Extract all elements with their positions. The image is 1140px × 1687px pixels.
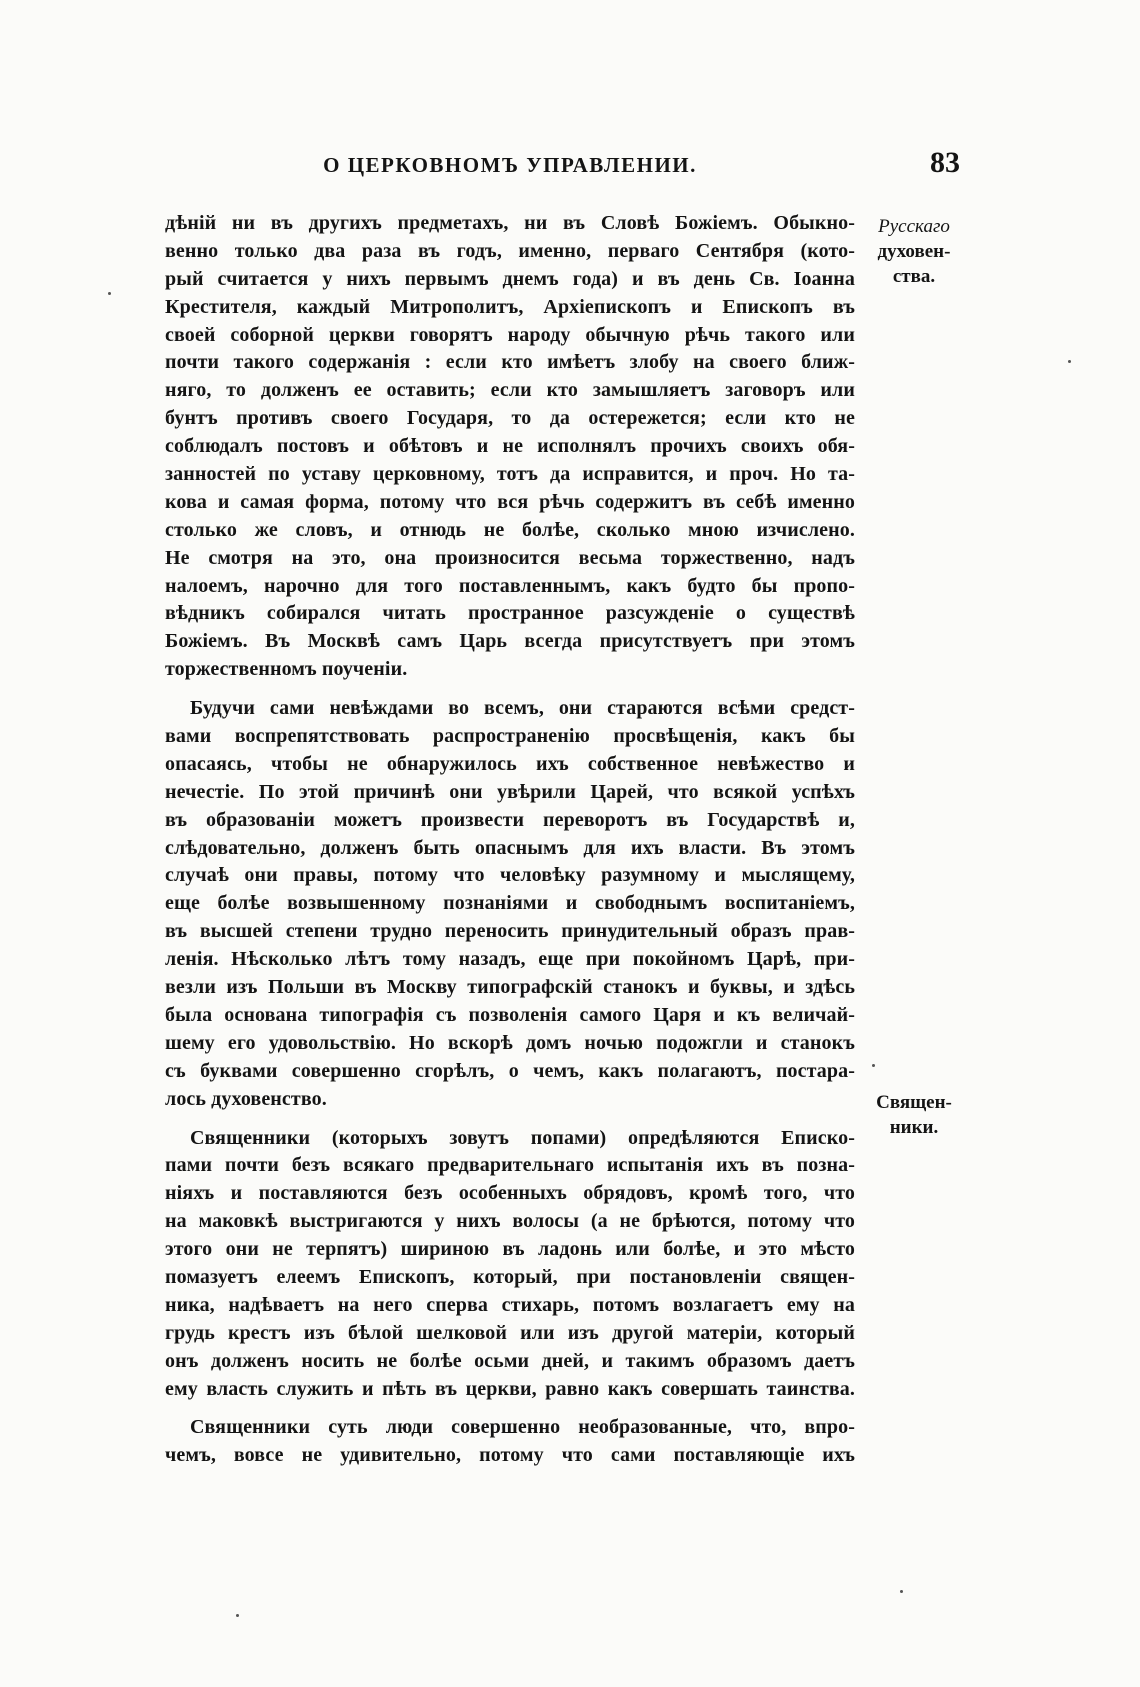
text-line: столько же словъ, и отнюдь не болѣе, сколько мною изчислено. (165, 518, 855, 541)
text-line: лось духовенство. (165, 1087, 327, 1110)
text-line: занностей по уставу церковному, тотъ да исправится, и проч. Но та- (165, 463, 855, 486)
text-line: Будучи сами невѣждами во всемъ, они стараются всѣми средст- (190, 697, 855, 720)
text-line: грудь крестъ изъ бѣлой шелковой или изъ другой матеріи, который (165, 1321, 855, 1344)
text-line: Крестителя, каждый Митрополитъ, Архіепископъ и Епископъ въ (165, 295, 855, 318)
margin-note-line: ники. (889, 1117, 939, 1138)
text-line: Божіемъ. Въ Москвѣ самъ Царь всегда присутствуетъ при этомъ (165, 630, 855, 653)
text-line: слѣдовательно, долженъ быть опаснымъ для ихъ власти. Въ этомъ (165, 836, 855, 859)
text-line: вѣдникъ собирался читать пространное разсужденіе о существѣ (165, 602, 855, 625)
text-line: вами воспрепятствовать распространенію просвѣщенія, какъ бы (165, 725, 855, 748)
text-line: съ буквами совершенно сгорѣлъ, о чемъ, какъ полагаютъ, постара- (165, 1059, 855, 1082)
margin-note-priests (866, 1090, 962, 1140)
paragraph-4 (165, 1414, 855, 1470)
text-line: чемъ, вовсе не удивительно, потому что сами поставляющіе ихъ (165, 1444, 855, 1467)
scan-speck (872, 1064, 875, 1067)
margin-note-russian-clergy (866, 214, 962, 289)
text-line: на маковкѣ выстригаются у нихъ волосы (а не брѣются, потому что (165, 1210, 855, 1233)
text-line: случаѣ они правы, потому что человѣку разумному и мыслящему, (165, 864, 855, 887)
text-line: венно только два раза въ годъ, именно, перваго Сентября (кото- (165, 239, 855, 262)
scan-speck (236, 1614, 239, 1617)
text-line: везли изъ Польши въ Москву типографскій станокъ и буквы, и здѣсь (165, 976, 855, 999)
text-line: соблюдалъ постовъ и обѣтовъ и не исполнялъ прочихъ своихъ обя- (165, 435, 855, 458)
body-text (165, 210, 855, 1481)
margin-note-line: ства. (892, 266, 936, 287)
text-line: торжественномъ поученіи. (165, 658, 408, 681)
text-line: налоемъ, нарочно для того поставленнымъ, какъ будто бы пропо- (165, 574, 855, 597)
text-line: ніяхъ и поставляются безъ особенныхъ обрядовъ, кромѣ того, что (165, 1182, 855, 1205)
text-line: своей соборной церкви говорятъ народу обычную рѣчь такого или (165, 323, 855, 346)
text-line: ленія. Нѣсколько лѣтъ тому назадъ, еще при покойномъ Царѣ, при- (165, 948, 855, 971)
text-line: еще болѣе возвышенному познаніями и свободнымъ воспитаніемъ, (165, 892, 855, 915)
margin-note-line: Русскаго (878, 216, 950, 237)
paragraph-2 (165, 695, 855, 1113)
margin-note-line: духовен- (877, 241, 951, 262)
text-line: онъ долженъ носить не болѣе осьми дней, и такимъ образомъ даетъ (165, 1349, 855, 1372)
paragraph-1 (165, 210, 855, 684)
text-line: Не смотря на это, она произносится весьма торжественно, надъ (165, 546, 855, 569)
scan-speck (108, 292, 111, 295)
page-number: 83 (930, 146, 960, 179)
paragraph-3 (165, 1125, 855, 1404)
text-line: Священники суть люди совершенно необразованные, что, впро- (190, 1416, 855, 1439)
text-line: бунтъ противъ своего Государя, то да остережется; если кто не (165, 407, 855, 430)
text-line: была основана типографія съ позволенія самого Царя и къ величай- (165, 1003, 855, 1026)
text-line: въ высшей степени трудно переносить принудительный образъ прав- (165, 920, 855, 943)
scan-speck (1068, 360, 1071, 363)
text-line: ника, надѣваетъ на него сперва стихарь, потомъ возлагаетъ ему на (165, 1293, 855, 1316)
text-line: ему власть служить и пѣть въ церкви, равно какъ совершать таинства. (165, 1377, 855, 1400)
text-line: нечестіе. По этой причинѣ они увѣрили Царей, что всякой успѣхъ (165, 780, 855, 803)
text-line: пами почти безъ всякаго предварительнаго испытанія ихъ въ позна- (165, 1154, 855, 1177)
text-line: рый считается у нихъ первымъ днемъ года) и въ день Св. Іоанна (165, 267, 855, 290)
text-line: помазуетъ елеемъ Епископъ, который, при постановленіи священ- (165, 1265, 855, 1288)
text-line: этого они не терпятъ) шириною въ ладонь или болѣе, и это мѣсто (165, 1238, 855, 1261)
scan-speck (900, 1590, 903, 1593)
text-line: Священники (которыхъ зовутъ попами) опредѣляются Еписко- (190, 1126, 855, 1149)
text-line: кова и самая форма, потому что вся рѣчь содержитъ въ себѣ именно (165, 490, 855, 513)
text-line: въ образованіи можетъ произвести переворотъ въ Государствѣ и, (165, 808, 855, 831)
text-line: почти такого содержанія : если кто имѣетъ злобу на своего ближ- (165, 351, 855, 374)
running-head: О ЦЕРКОВНОМЪ УПРАВЛЕНИИ. (323, 153, 697, 177)
margin-note-line: Священ- (876, 1092, 952, 1113)
text-line: няго, то долженъ ее оставить; если кто замышляетъ заговоръ или (165, 379, 855, 402)
text-line: дѣній ни въ другихъ предметахъ, ни въ Словѣ Божіемъ. Обыкно- (165, 212, 855, 234)
text-line: шему его удовольствію. Но вскорѣ домъ ночью подожгли и станокъ (165, 1031, 855, 1054)
text-line: опасаясь, чтобы не обнаружилось ихъ собственное невѣжество и (165, 752, 855, 775)
